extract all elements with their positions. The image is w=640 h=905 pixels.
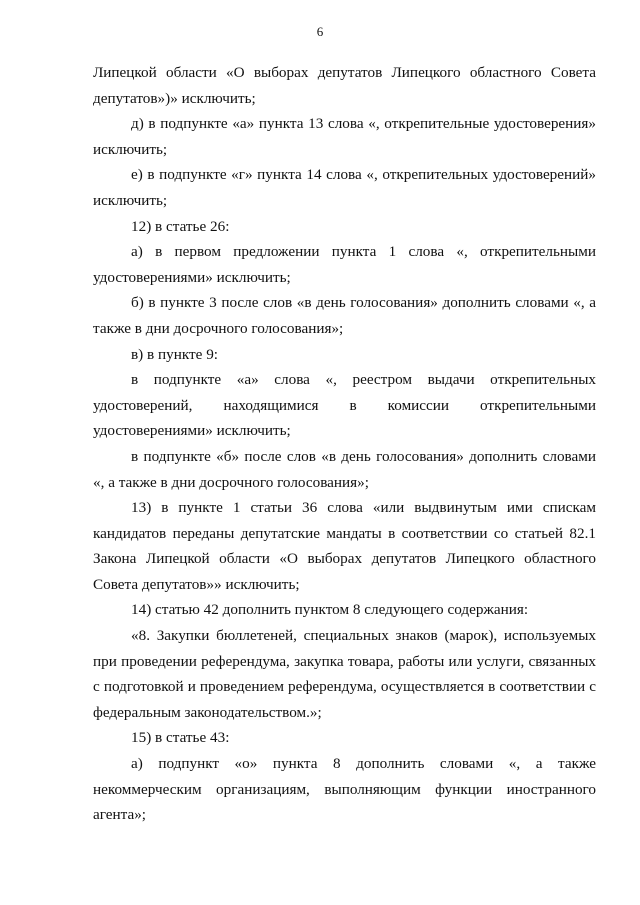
paragraph-7: в) в пункте 9: [131, 345, 219, 363]
paragraph-8: в подпункте «а» слова «, реестром выдачи открепительных удостоверений, находящимися в комиссии открепительными удостоверениями» исключить; [93, 371, 596, 440]
paragraph-6: б) в пункте 3 после слов «в день голосования» дополнить словами «, а также в дни досрочного голосования»; [93, 294, 596, 337]
paragraph-10: 13) в пункте 1 статьи 36 слова «или выдвинутым ими спискам кандидатов переданы депутатские мандаты в соответствии со статьей 82.1 Закона Липецкой области «О выборах депутатов Липецкого областного Совета депутатов»» исключить; [93, 499, 596, 593]
paragraph-5: а) в первом предложении пункта 1 слова «, открепительными удостоверениями» исключить; [93, 243, 596, 286]
paragraph-2: д) в подпункте «а» пункта 13 слова «, открепительные удостоверения» исключить; [93, 115, 596, 158]
paragraph-1: Липецкой области «О выборах депутатов Липецкого областного Совета депутатов»)» исключить; [93, 64, 596, 107]
paragraph-3: е) в подпункте «г» пункта 14 слова «, открепительных удостоверений» исключить; [93, 166, 596, 209]
page-number: 6 [316, 24, 324, 39]
paragraph-4: 12) в статье 26: [131, 217, 230, 235]
paragraph-14: а) подпункт «о» пункта 8 дополнить словами «, а также некоммерческим организациям, выполняющим функции иностранного агента»; [93, 755, 596, 824]
paragraph-13: 15) в статье 43: [131, 729, 230, 747]
paragraph-9: в подпункте «б» после слов «в день голосования» дополнить словами «, а также в дни досрочного голосования»; [93, 447, 596, 491]
document-body [93, 60, 596, 828]
paragraph-12: «8. Закупки бюллетеней, специальных знаков (марок), используемых при проведении референдума, закупка товара, работы или услуги, связанных с подготовкой и проведением референдума, осуществляется в соответствии с федеральным законодательством.»; [93, 627, 596, 721]
paragraph-11: 14) статью 42 дополнить пунктом 8 следующего содержания: [131, 601, 529, 619]
